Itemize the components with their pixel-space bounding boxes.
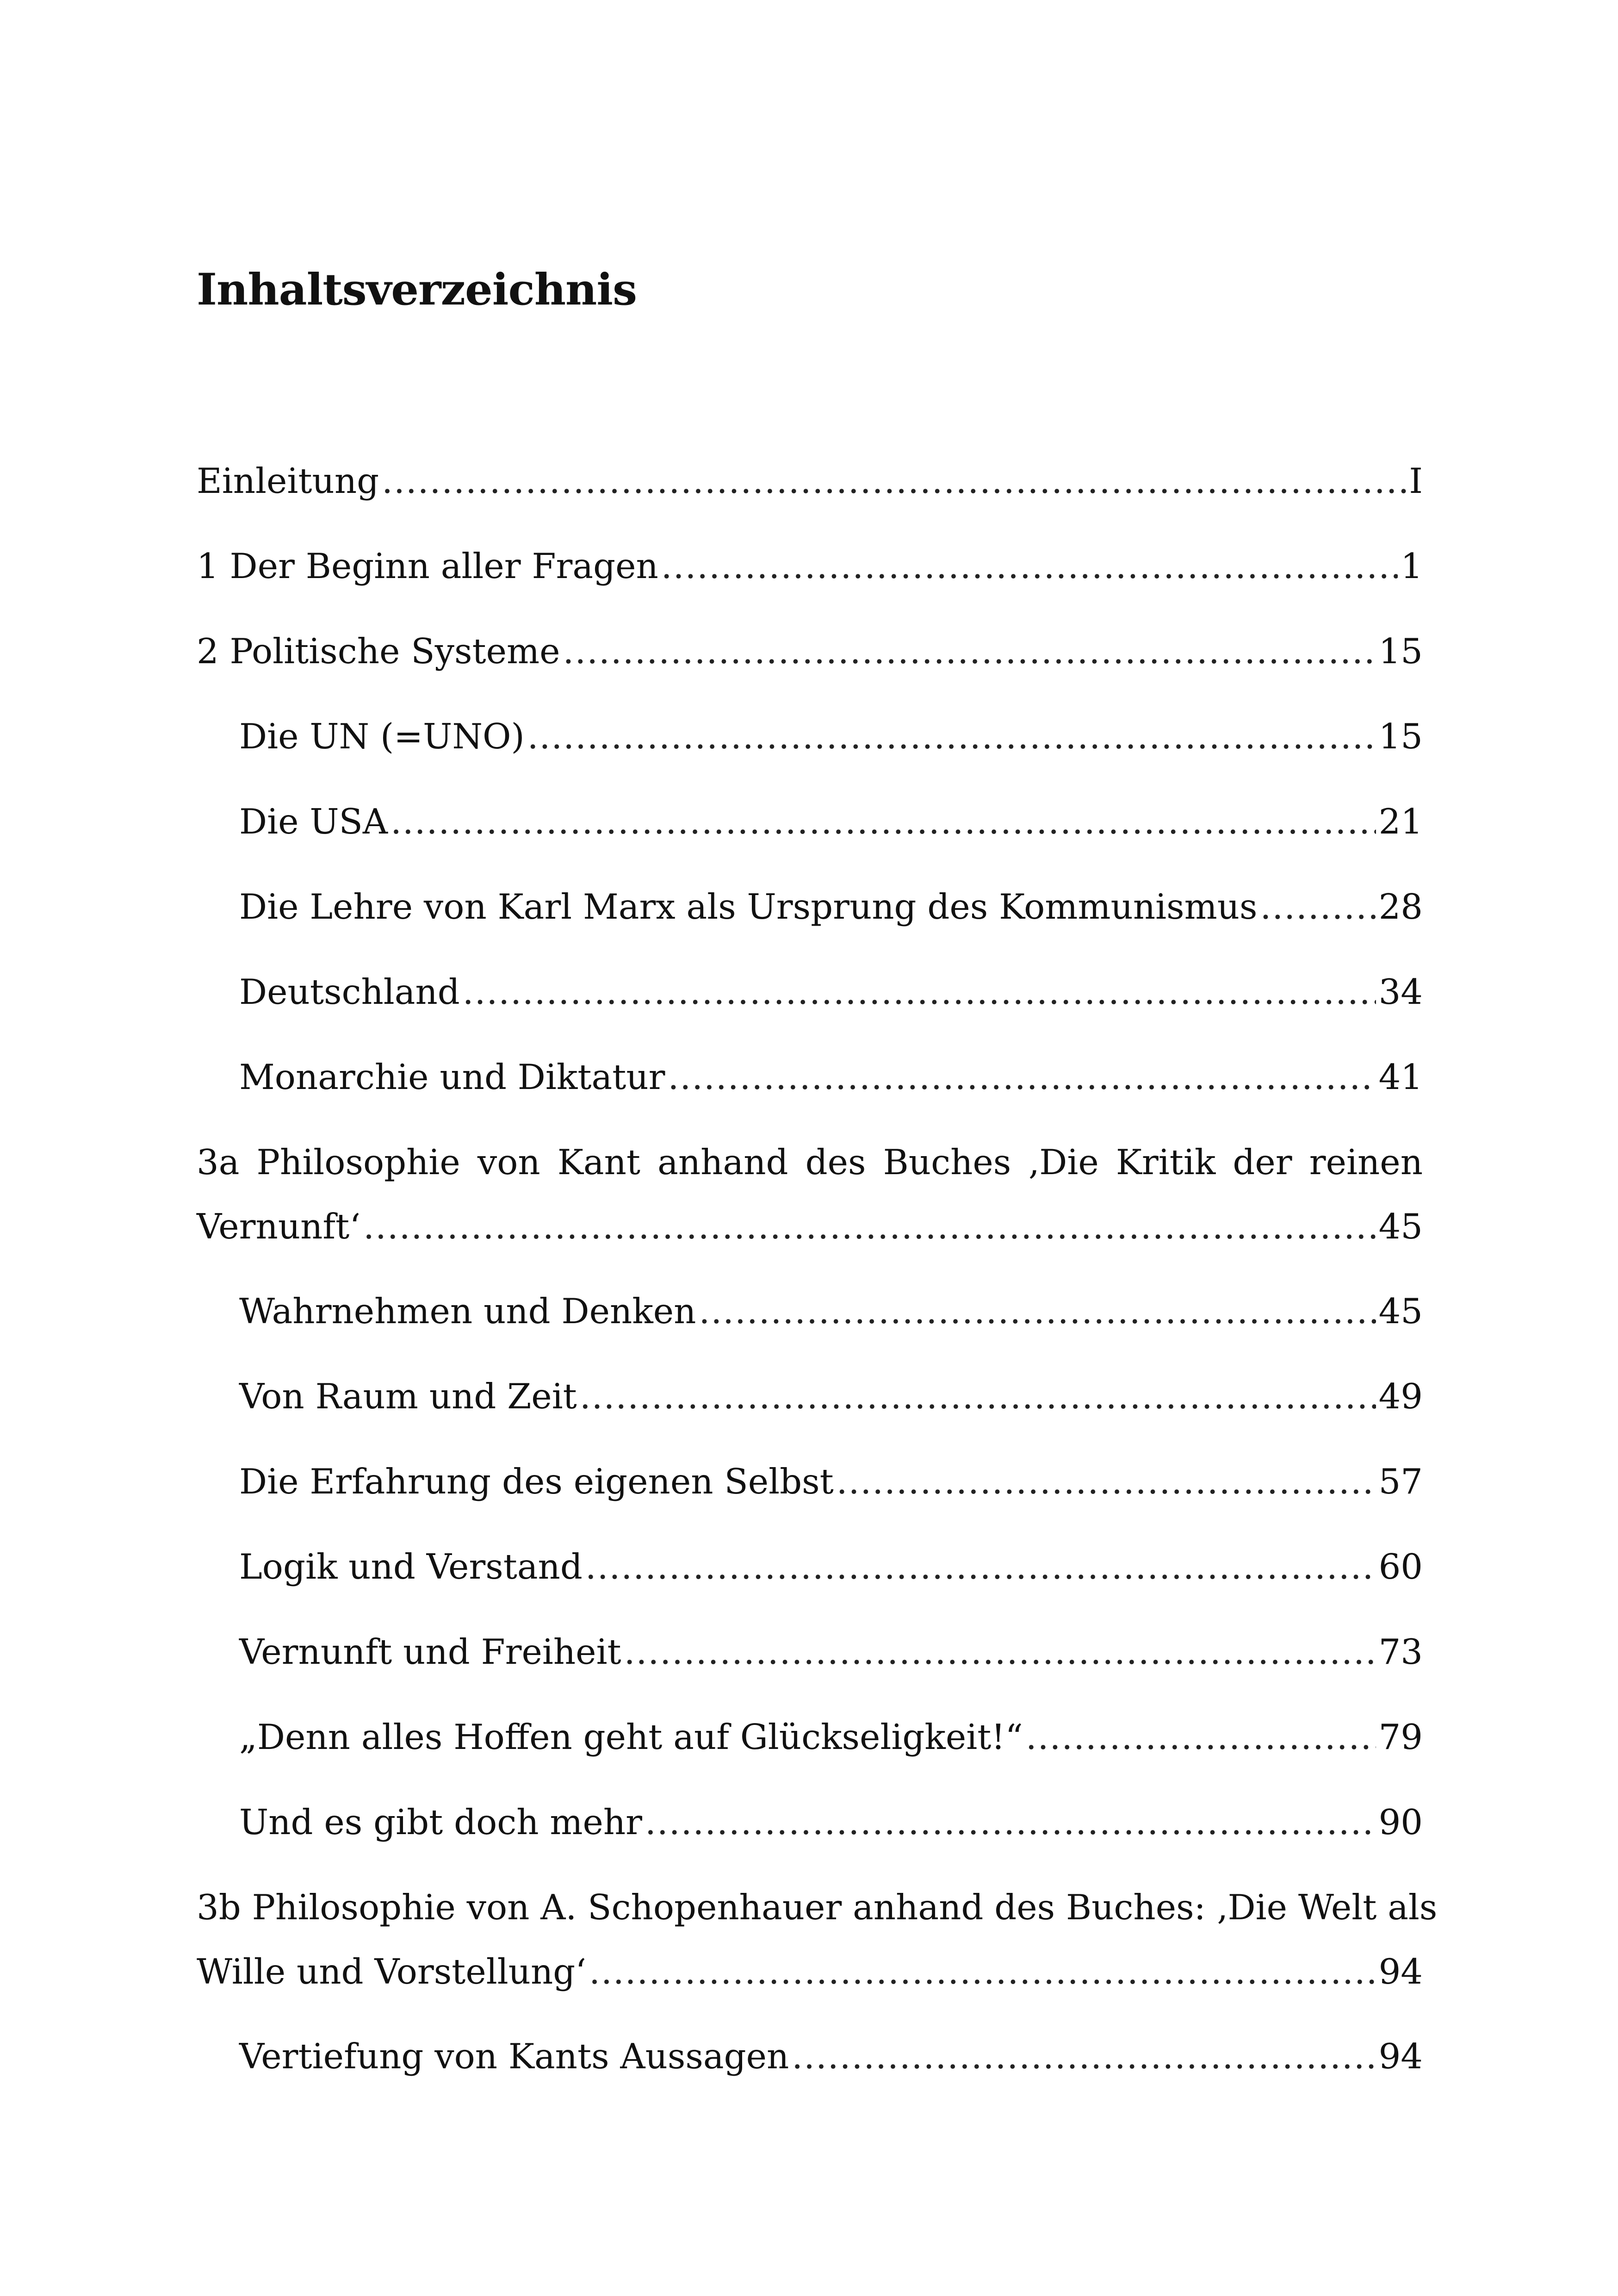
toc-entry-logik bbox=[197, 1535, 1423, 1620]
toc-entry-label: Die UN (=UNO) bbox=[239, 716, 525, 757]
toc-page-number: 15 bbox=[1378, 716, 1423, 757]
dot-leader bbox=[1260, 875, 1376, 939]
toc-page-number: 73 bbox=[1378, 1631, 1423, 1672]
toc-entry-label: Wahrnehmen und Denken bbox=[239, 1291, 696, 1332]
dot-leader bbox=[699, 1279, 1376, 1344]
toc-entry-vertiefung bbox=[197, 2024, 1423, 2109]
toc-entry-label-line-1: 3a Philosophie von Kant anhand des Buches ‚Die Kritik der reinen bbox=[197, 1142, 1423, 1182]
toc-entry-einleitung bbox=[197, 449, 1423, 534]
toc-page-number: 60 bbox=[1378, 1546, 1423, 1587]
toc-entry-label: Und es gibt doch mehr bbox=[239, 1802, 643, 1842]
toc-entry-chapter-1 bbox=[197, 534, 1423, 619]
toc-page-number: 41 bbox=[1378, 1057, 1423, 1097]
toc-entry-line-2 bbox=[197, 1940, 1423, 2004]
toc-page-number: 15 bbox=[1378, 631, 1423, 672]
table-of-contents bbox=[197, 449, 1438, 2109]
toc-entry-deutschland bbox=[197, 960, 1423, 1045]
toc-entry-label: 1 Der Beginn aller Fragen bbox=[197, 546, 658, 586]
toc-page-number: 45 bbox=[1378, 1291, 1423, 1332]
toc-page-number: 94 bbox=[1378, 1951, 1423, 1992]
toc-entry-vernunft-freiheit bbox=[197, 1620, 1423, 1705]
toc-entry-raum-zeit bbox=[197, 1364, 1423, 1450]
toc-entry-usa bbox=[197, 790, 1423, 875]
dot-leader bbox=[391, 790, 1376, 854]
dot-leader bbox=[585, 1535, 1376, 1599]
toc-entry-label: Von Raum und Zeit bbox=[239, 1376, 577, 1417]
toc-page-number: 90 bbox=[1378, 1802, 1423, 1842]
toc-entry-label: Die USA bbox=[239, 801, 388, 842]
toc-entry-chapter-2 bbox=[197, 619, 1423, 704]
toc-page-number: 28 bbox=[1378, 886, 1423, 927]
dot-leader bbox=[837, 1450, 1376, 1514]
dot-leader bbox=[645, 1790, 1376, 1854]
dot-leader bbox=[563, 619, 1376, 684]
toc-page-number: 1 bbox=[1401, 546, 1423, 586]
toc-page-number: 49 bbox=[1378, 1376, 1423, 1417]
dot-leader bbox=[1026, 1705, 1376, 1769]
toc-entry-marx bbox=[197, 875, 1423, 960]
dot-leader bbox=[624, 1620, 1376, 1684]
toc-entry-label: Logik und Verstand bbox=[239, 1546, 583, 1587]
dot-leader bbox=[668, 1045, 1376, 1109]
toc-entry-label: Die Lehre von Karl Marx als Ursprung des Kommunismus bbox=[239, 886, 1258, 927]
dot-leader bbox=[792, 2024, 1376, 2089]
toc-entry-line-2 bbox=[197, 1195, 1423, 1259]
dot-leader bbox=[661, 534, 1398, 598]
dot-leader bbox=[363, 1195, 1376, 1259]
toc-entry-label: Deutschland bbox=[239, 971, 460, 1012]
toc-page-number: 21 bbox=[1378, 801, 1423, 842]
toc-entry-label: Vernunft und Freiheit bbox=[239, 1631, 621, 1672]
toc-page-number: 57 bbox=[1378, 1461, 1423, 1502]
dot-leader bbox=[589, 1940, 1376, 2004]
toc-entry-label: „Denn alles Hoffen geht auf Glückseligkeit!“ bbox=[239, 1717, 1023, 1757]
toc-page-number: I bbox=[1409, 460, 1423, 501]
page-title: Inhaltsverzeichnis bbox=[197, 264, 637, 315]
toc-page-number: 94 bbox=[1378, 2036, 1423, 2077]
toc-entry-doch-mehr bbox=[197, 1790, 1423, 1875]
toc-entry-label-line-1: 3b Philosophie von A. Schopenhauer anhand des Buches: ‚Die Welt als bbox=[197, 1887, 1438, 1928]
toc-entry-label-line-2: Wille und Vorstellung‘ bbox=[197, 1951, 587, 1992]
dot-leader bbox=[527, 704, 1376, 769]
toc-page-number: 45 bbox=[1378, 1206, 1423, 1247]
toc-entry-label: Einleitung bbox=[197, 460, 379, 501]
toc-entry-label: Monarchie und Diktatur bbox=[239, 1057, 665, 1097]
toc-entry-label-line-2: Vernunft‘ bbox=[197, 1206, 361, 1247]
toc-entry-monarchie bbox=[197, 1045, 1423, 1130]
dot-leader bbox=[580, 1364, 1376, 1429]
toc-entry-chapter-3b bbox=[197, 1875, 1438, 2024]
dot-leader bbox=[382, 449, 1406, 513]
toc-entry-label: Vertiefung von Kants Aussagen bbox=[239, 2036, 789, 2077]
toc-entry-chapter-3a bbox=[197, 1130, 1423, 1279]
toc-page-number: 79 bbox=[1378, 1717, 1423, 1757]
dot-leader bbox=[463, 960, 1376, 1024]
toc-entry-glueckseligkeit bbox=[197, 1705, 1423, 1790]
toc-entry-wahrnehmen bbox=[197, 1279, 1423, 1364]
toc-entry-label: 2 Politische Systeme bbox=[197, 631, 560, 672]
toc-entry-un bbox=[197, 704, 1423, 790]
toc-entry-label: Die Erfahrung des eigenen Selbst bbox=[239, 1461, 834, 1502]
toc-page-number: 34 bbox=[1378, 971, 1423, 1012]
toc-entry-erfahrung bbox=[197, 1450, 1423, 1535]
